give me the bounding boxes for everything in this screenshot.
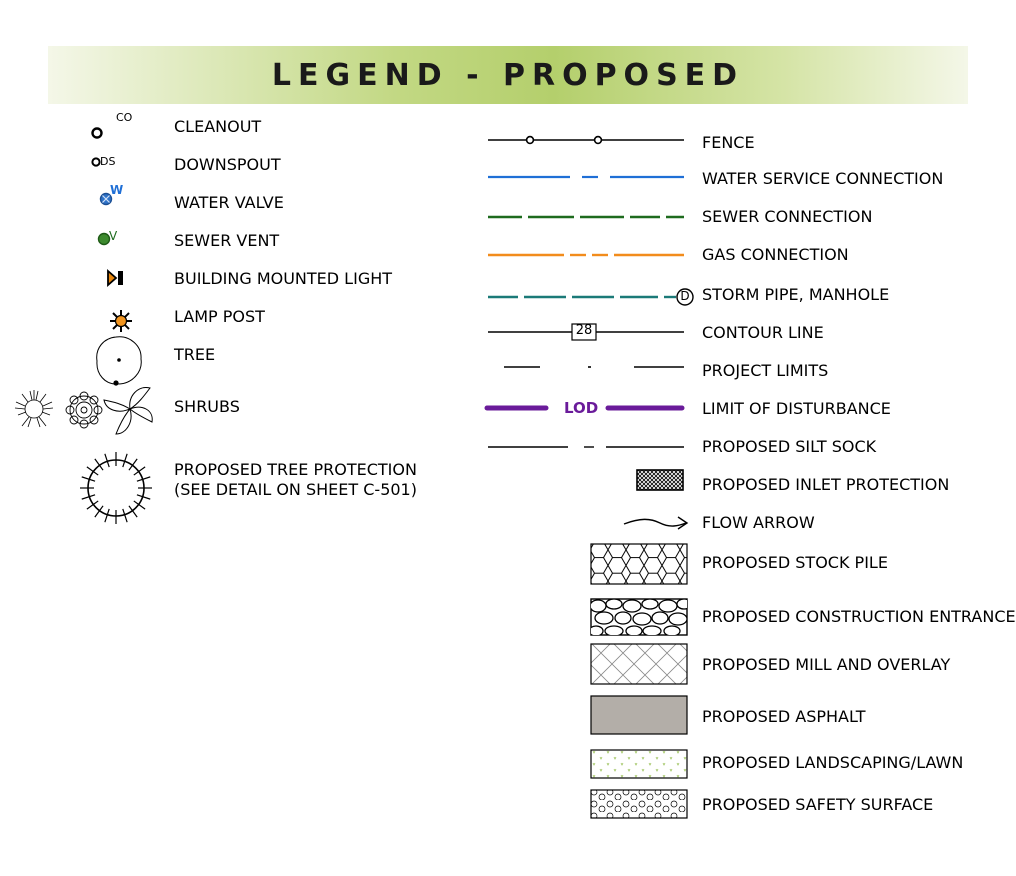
water-service-label: WATER SERVICE CONNECTION [702, 169, 944, 188]
lod-tag: LOD [564, 399, 599, 417]
water-valve-tag: W [110, 183, 124, 197]
construction-entrance-label: PROPOSED CONSTRUCTION ENTRANCE [702, 607, 1016, 626]
flow-arrow-icon [620, 514, 690, 532]
inlet-protection-hatch [636, 468, 686, 494]
sewer-label: SEWER CONNECTION [702, 207, 873, 226]
cleanout-icon [88, 118, 118, 144]
inlet-protection-label: PROPOSED INLET PROTECTION [702, 475, 950, 494]
tree-protection-label: PROPOSED TREE PROTECTION [174, 460, 417, 479]
safety-surface-hatch [590, 788, 690, 822]
asphalt-label: PROPOSED ASPHALT [702, 707, 866, 726]
storm-manhole-tag: D [680, 289, 690, 303]
legend-title: LEGEND - PROPOSED [271, 58, 745, 93]
project-limits-line [488, 362, 688, 372]
water-service-line [488, 172, 688, 182]
stock-pile-hatch [590, 542, 690, 586]
sewer-vent-label: SEWER VENT [174, 231, 280, 250]
tree-icon [94, 334, 146, 388]
downspout-tag: DS [100, 155, 116, 168]
mill-overlay-hatch [590, 642, 690, 686]
gas-label: GAS CONNECTION [702, 245, 849, 264]
lamp-post-icon [108, 308, 134, 334]
shrubs-label: SHRUBS [174, 397, 240, 416]
water-valve-label: WATER VALVE [174, 193, 284, 212]
project-limits-label: PROJECT LIMITS [702, 361, 829, 380]
mill-overlay-label: PROPOSED MILL AND OVERLAY [702, 655, 951, 674]
building-light-icon [106, 268, 128, 288]
silt-sock-line [488, 442, 688, 452]
sewer-line [488, 212, 688, 222]
building-light-label: BUILDING MOUNTED LIGHT [174, 269, 393, 288]
stock-pile-label: PROPOSED STOCK PILE [702, 553, 888, 572]
gas-line [488, 250, 688, 260]
downspout-label: DOWNSPOUT [174, 155, 281, 174]
landscaping-label: PROPOSED LANDSCAPING/LAWN [702, 753, 964, 772]
silt-sock-label: PROPOSED SILT SOCK [702, 437, 877, 456]
contour-label: CONTOUR LINE [702, 323, 824, 342]
lod-label: LIMIT OF DISTURBANCE [702, 399, 891, 418]
tree-protection-label-2: (SEE DETAIL ON SHEET C-501) [174, 480, 417, 499]
landscaping-hatch [590, 748, 690, 782]
lamp-post-label: LAMP POST [174, 307, 265, 326]
contour-tag: 28 [575, 323, 593, 338]
tree-label: TREE [174, 345, 216, 364]
sewer-vent-tag: V [109, 229, 118, 243]
safety-surface-label: PROPOSED SAFETY SURFACE [702, 795, 934, 814]
storm-pipe-label: STORM PIPE, MANHOLE [702, 285, 890, 304]
asphalt-hatch [590, 694, 690, 738]
tree-protection-icon [76, 448, 156, 528]
cleanout-label: CLEANOUT [174, 117, 262, 136]
flow-arrow-label: FLOW ARROW [702, 513, 815, 532]
shrubs-icon [4, 382, 154, 440]
cleanout-tag: CO [116, 111, 133, 124]
fence-label: FENCE [702, 133, 755, 152]
storm-pipe-line [488, 286, 700, 308]
fence-line [488, 132, 688, 148]
construction-entrance-hatch [590, 598, 690, 638]
